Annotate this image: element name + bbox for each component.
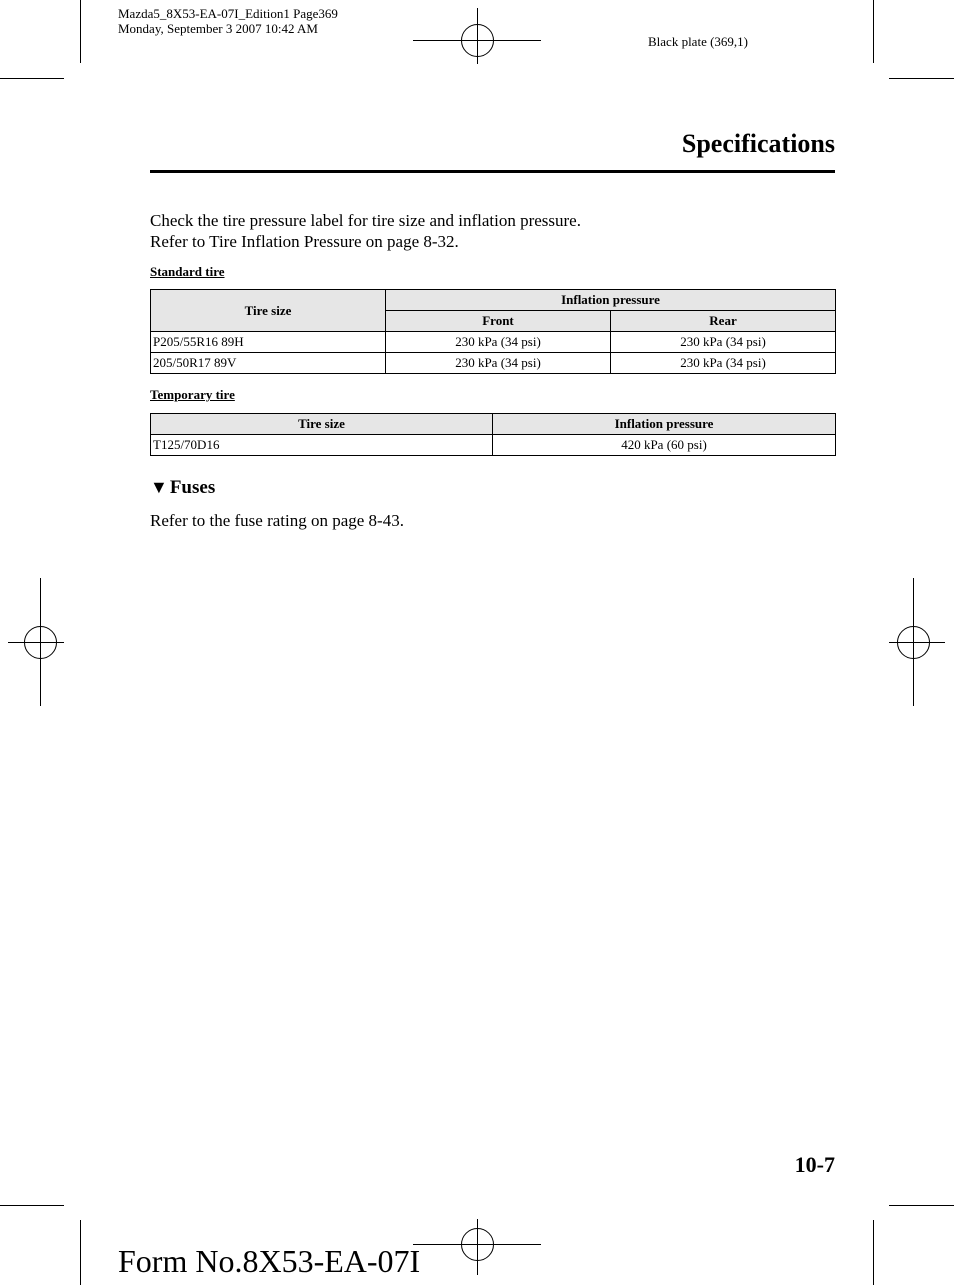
registration-mark xyxy=(24,626,57,659)
print-header xyxy=(118,6,338,36)
cell-rear: 230 kPa (34 psi) xyxy=(611,332,836,353)
form-number: Form No.8X53-EA-07I xyxy=(118,1243,421,1279)
crop-mark xyxy=(889,78,954,79)
cell-tire-size: T125/70D16 xyxy=(151,435,493,456)
table-header-row xyxy=(151,414,836,435)
standard-tire-table xyxy=(150,289,836,374)
col-front: Front xyxy=(386,311,611,332)
col-inflation-pressure: Inflation pressure xyxy=(493,414,836,435)
col-rear: Rear xyxy=(611,311,836,332)
crop-mark xyxy=(0,78,64,79)
registration-mark xyxy=(461,24,494,57)
triangle-down-icon: ▼ xyxy=(150,477,168,497)
title-rule xyxy=(150,170,835,173)
fuses-title: Fuses xyxy=(169,477,216,498)
intro-line-2: Refer to Tire Inflation Pressure on page 8-32. xyxy=(150,232,459,251)
plate-label: Black plate (369,1) xyxy=(648,34,748,49)
cell-tire-size: 205/50R17 89V xyxy=(151,353,386,374)
table-row xyxy=(151,353,836,374)
page-title: Specifications xyxy=(681,129,835,158)
crop-mark xyxy=(80,0,81,63)
registration-mark xyxy=(461,1228,494,1261)
table-header-row xyxy=(151,290,836,311)
crop-mark xyxy=(80,1220,81,1285)
print-header-date: Monday, September 3 2007 10:42 AM xyxy=(118,21,318,36)
table-row xyxy=(151,332,836,353)
page-number: 10-7 xyxy=(794,1152,835,1177)
table-row xyxy=(151,435,836,456)
print-header-file: Mazda5_8X53-EA-07I_Edition1 Page369 xyxy=(118,6,338,21)
crop-mark xyxy=(873,0,874,63)
col-inflation-pressure: Inflation pressure xyxy=(386,290,836,311)
cell-front: 230 kPa (34 psi) xyxy=(386,353,611,374)
col-tire-size: Tire size xyxy=(151,414,493,435)
intro-text xyxy=(150,210,581,252)
fuses-text: Refer to the fuse rating on page 8-43. xyxy=(150,511,404,530)
cell-rear: 230 kPa (34 psi) xyxy=(611,353,836,374)
crop-mark xyxy=(873,1220,874,1285)
crop-mark xyxy=(889,1205,954,1206)
cell-tire-size: P205/55R16 89H xyxy=(151,332,386,353)
fuses-heading xyxy=(150,477,215,499)
temporary-tire-table xyxy=(150,413,836,456)
cell-pressure: 420 kPa (60 psi) xyxy=(493,435,836,456)
crop-mark xyxy=(0,1205,64,1206)
standard-tire-heading: Standard tire xyxy=(150,264,225,279)
intro-line-1: Check the tire pressure label for tire size and inflation pressure. xyxy=(150,211,581,230)
col-tire-size: Tire size xyxy=(151,290,386,332)
temporary-tire-heading: Temporary tire xyxy=(150,387,235,402)
cell-front: 230 kPa (34 psi) xyxy=(386,332,611,353)
registration-mark xyxy=(897,626,930,659)
